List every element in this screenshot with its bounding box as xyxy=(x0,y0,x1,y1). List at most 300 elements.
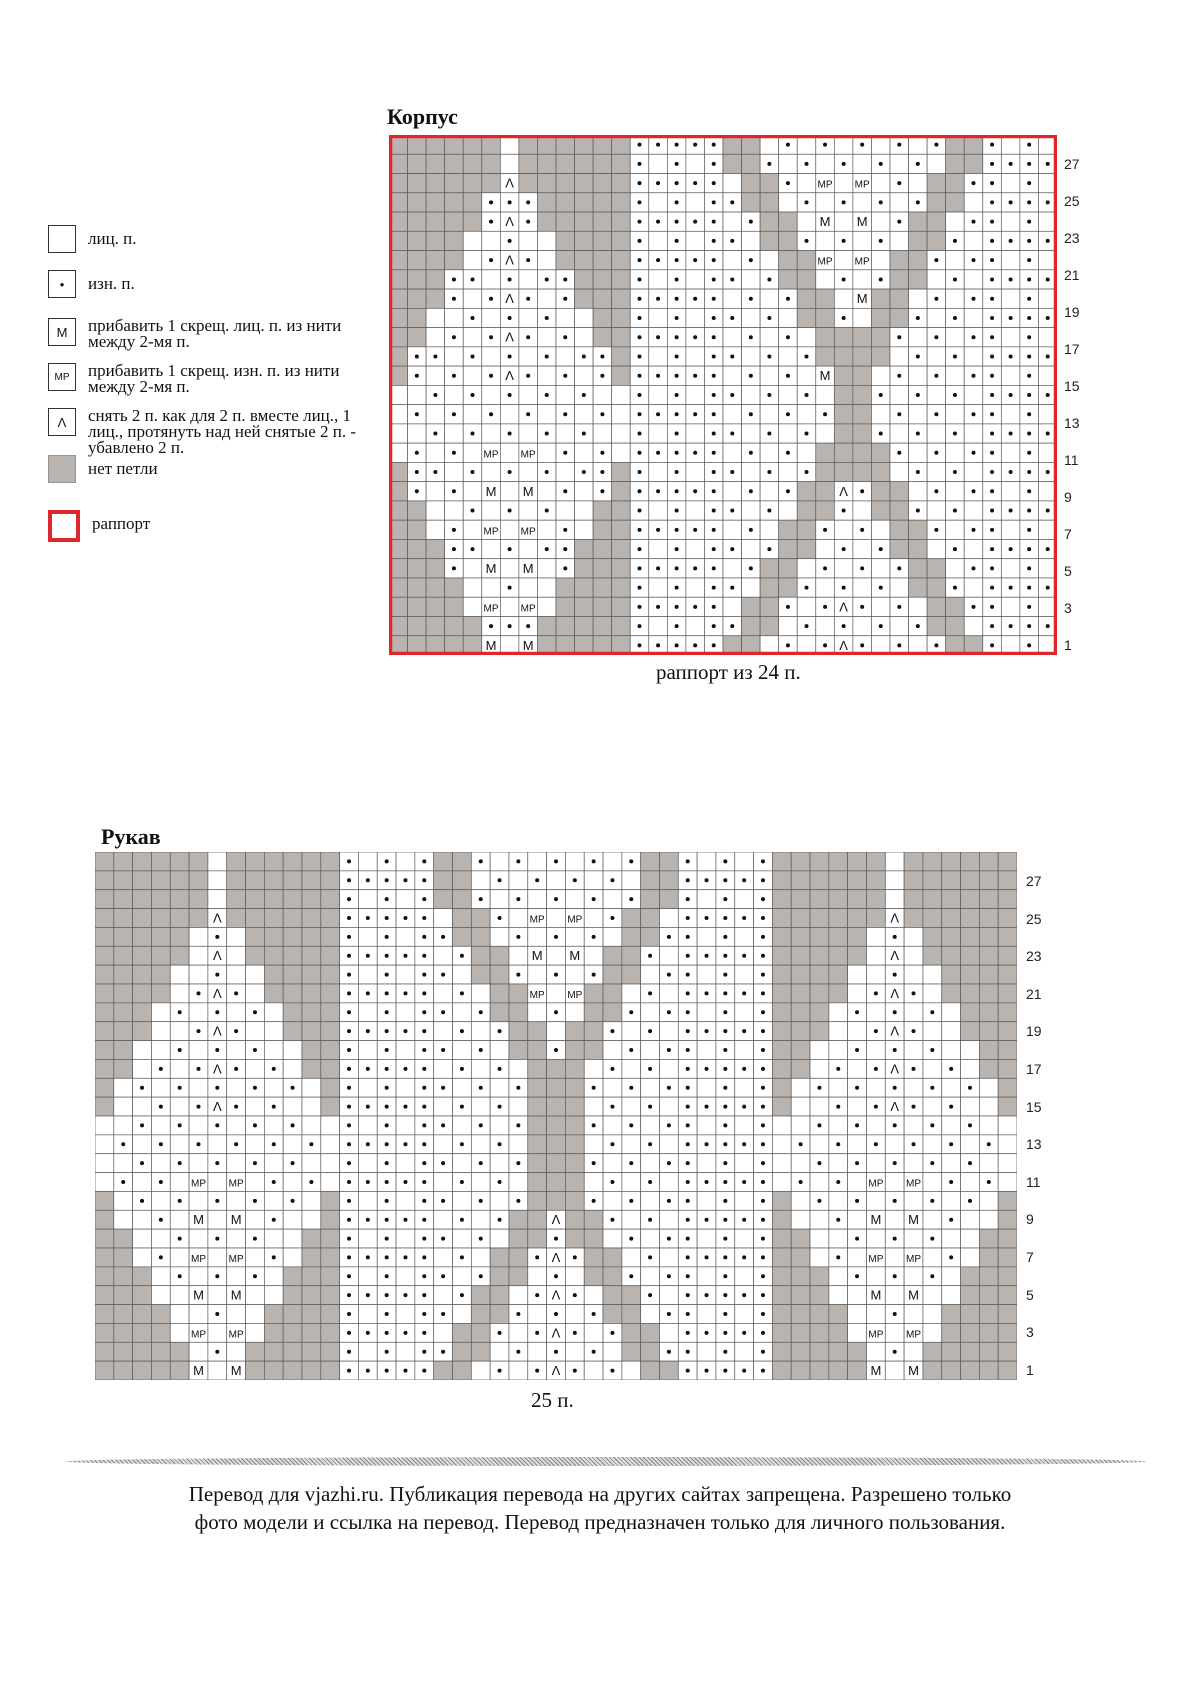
no-stitch-cell xyxy=(998,1003,1017,1022)
stitch-cell xyxy=(871,212,890,231)
stitch-cell xyxy=(264,1286,283,1305)
no-stitch-cell xyxy=(979,1342,998,1361)
no-stitch-cell xyxy=(829,1323,848,1342)
no-stitch-cell xyxy=(283,1022,302,1041)
no-stitch-cell xyxy=(810,871,829,890)
stitch-cell xyxy=(964,578,983,597)
stitch-cell xyxy=(853,193,872,212)
purl-dot xyxy=(592,897,596,901)
purl-dot xyxy=(761,991,765,995)
no-stitch-cell xyxy=(114,1323,133,1342)
no-stitch-cell xyxy=(909,520,928,539)
purl-dot xyxy=(705,878,709,882)
purl-dot xyxy=(987,1142,991,1146)
no-stitch-cell xyxy=(810,1003,829,1022)
purl-dot xyxy=(347,1255,351,1259)
purl-dot xyxy=(638,451,642,455)
stitch-cell xyxy=(961,1135,980,1154)
purl-dot xyxy=(452,277,456,281)
purl-dot xyxy=(1046,277,1050,281)
purl-dot xyxy=(675,509,679,513)
purl-dot xyxy=(712,528,716,532)
no-stitch-cell xyxy=(593,616,612,635)
purl-dot xyxy=(347,1029,351,1033)
stitch-cell xyxy=(848,1210,867,1229)
purl-dot xyxy=(366,878,370,882)
stitch-cell xyxy=(923,1059,942,1078)
purl-dot xyxy=(648,1255,652,1259)
purl-dot xyxy=(953,354,957,358)
purl-dot xyxy=(347,1086,351,1090)
stitch-cell xyxy=(760,482,779,501)
stitch-cell xyxy=(556,347,575,366)
no-stitch-cell xyxy=(114,946,133,965)
no-stitch-cell xyxy=(834,385,853,404)
purl-dot xyxy=(761,1161,765,1165)
stitch-cell xyxy=(133,1135,152,1154)
no-stitch-cell xyxy=(133,1267,152,1286)
stitch-cell xyxy=(556,308,575,327)
purl-dot xyxy=(675,162,679,166)
stitch-cell xyxy=(537,520,556,539)
stitch-cell xyxy=(133,1248,152,1267)
purl-dot xyxy=(638,239,642,243)
no-stitch-cell xyxy=(942,1342,961,1361)
stitch-cell xyxy=(434,1059,453,1078)
purl-dot xyxy=(563,489,567,493)
stitch-cell xyxy=(302,1210,321,1229)
purl-dot xyxy=(479,1086,483,1090)
purl-dot xyxy=(712,643,716,647)
stitch-cell xyxy=(742,347,761,366)
purl-dot xyxy=(140,1086,144,1090)
stitch-cell xyxy=(482,385,501,404)
no-stitch-cell xyxy=(95,890,114,909)
no-stitch-cell xyxy=(829,965,848,984)
knit-increase-symbol: M xyxy=(856,291,868,307)
purl-dot xyxy=(516,1086,520,1090)
purl-dot xyxy=(990,143,994,147)
purl-dot xyxy=(498,1180,502,1184)
stitch-cell xyxy=(927,347,946,366)
no-stitch-cell xyxy=(848,909,867,928)
purl-dot xyxy=(972,335,976,339)
purl-dot xyxy=(799,1180,803,1184)
purl-dot xyxy=(805,470,809,474)
stitch-cell xyxy=(649,347,668,366)
no-stitch-cell xyxy=(528,1059,547,1078)
no-stitch-cell xyxy=(961,871,980,890)
purl-dot xyxy=(140,1199,144,1203)
purl-dot xyxy=(1009,470,1013,474)
purl-dot xyxy=(366,1067,370,1071)
purl-dot xyxy=(1046,470,1050,474)
purl-dot xyxy=(761,1312,765,1316)
stitch-cell xyxy=(853,501,872,520)
knit-increase-symbol: M xyxy=(522,483,534,499)
purl-dot xyxy=(742,1218,746,1222)
purl-dot xyxy=(742,1255,746,1259)
stitch-cell xyxy=(697,1116,716,1135)
stitch-cell xyxy=(612,385,631,404)
purl-increase-symbol: MP xyxy=(868,1253,884,1265)
purl-dot xyxy=(309,1142,313,1146)
purl-increase-symbol: MP xyxy=(228,1178,244,1190)
purl-dot xyxy=(949,1218,953,1222)
stitch-cell xyxy=(114,1097,133,1116)
no-stitch-cell xyxy=(641,890,660,909)
no-stitch-cell xyxy=(593,212,612,231)
no-stitch-cell xyxy=(622,1342,641,1361)
purl-dot xyxy=(675,374,679,378)
stitch-cell xyxy=(697,1154,716,1173)
decrease-symbol: Λ xyxy=(505,291,514,307)
stitch-cell xyxy=(603,1229,622,1248)
purl-dot xyxy=(638,528,642,532)
stitch-cell xyxy=(463,289,482,308)
purl-dot xyxy=(855,1123,859,1127)
no-stitch-cell xyxy=(853,328,872,347)
purl-dot xyxy=(554,1312,558,1316)
stitch-cell xyxy=(829,1022,848,1041)
purl-dot xyxy=(723,1105,727,1109)
purl-dot xyxy=(629,1010,633,1014)
purl-dot xyxy=(705,991,709,995)
stitch-cell xyxy=(584,909,603,928)
purl-dot xyxy=(860,566,864,570)
stitch-cell xyxy=(829,1191,848,1210)
purl-dot xyxy=(730,624,734,628)
purl-dot xyxy=(761,1218,765,1222)
purl-dot xyxy=(675,586,679,590)
stitch-cell xyxy=(686,308,705,327)
purl-dot xyxy=(1027,509,1031,513)
no-stitch-cell xyxy=(170,890,189,909)
purl-dot xyxy=(1046,200,1050,204)
stitch-cell xyxy=(471,1248,490,1267)
stitch-cell xyxy=(942,1286,961,1305)
stitch-cell xyxy=(641,1267,660,1286)
stitch-cell xyxy=(964,231,983,250)
stitch-cell xyxy=(885,1173,904,1192)
purl-dot xyxy=(823,528,827,532)
no-stitch-cell xyxy=(791,1041,810,1060)
purl-dot xyxy=(347,1218,351,1222)
no-stitch-cell xyxy=(151,946,170,965)
no-stitch-cell xyxy=(848,946,867,965)
stitch-cell xyxy=(358,1041,377,1060)
stitch-cell xyxy=(885,1135,904,1154)
purl-dot xyxy=(990,277,994,281)
stitch-cell xyxy=(426,405,445,424)
purl-dot xyxy=(545,432,549,436)
stitch-cell xyxy=(584,1135,603,1154)
no-stitch-cell xyxy=(998,852,1017,871)
stitch-cell xyxy=(396,1041,415,1060)
stitch-cell xyxy=(904,1078,923,1097)
no-stitch-cell xyxy=(853,405,872,424)
stitch-cell xyxy=(816,424,835,443)
stitch-cell xyxy=(519,578,538,597)
purl-dot xyxy=(573,878,577,882)
legend-label: лиц. п. xyxy=(88,229,137,248)
stitch-cell xyxy=(797,405,816,424)
stitch-cell xyxy=(453,1116,472,1135)
purl-dot xyxy=(990,393,994,397)
purl-dot xyxy=(705,1255,709,1259)
no-stitch-cell xyxy=(321,890,340,909)
stitch-cell xyxy=(791,1191,810,1210)
no-stitch-cell xyxy=(942,1361,961,1380)
stitch-cell xyxy=(923,1022,942,1041)
stitch-cell xyxy=(170,965,189,984)
no-stitch-cell xyxy=(622,965,641,984)
purl-dot xyxy=(366,1142,370,1146)
purl-dot xyxy=(610,1142,614,1146)
legend-item xyxy=(48,318,363,350)
no-stitch-cell xyxy=(871,462,890,481)
stitch-cell xyxy=(909,405,928,424)
no-stitch-cell xyxy=(998,1210,1017,1229)
knit-increase-symbol: M xyxy=(908,1212,919,1228)
no-stitch-cell xyxy=(829,946,848,965)
stitch-cell xyxy=(946,405,965,424)
purl-dot xyxy=(712,239,716,243)
footer-line-1: Перевод для vjazhi.ru. Публикация перевода на других сайтах запрещена. Разрешено только xyxy=(188,1482,1012,1506)
stitch-cell xyxy=(979,1078,998,1097)
purl-dot xyxy=(253,1048,257,1052)
stitch-cell xyxy=(264,1022,283,1041)
purl-dot xyxy=(836,1142,840,1146)
stitch-cell xyxy=(208,1135,227,1154)
purl-dot xyxy=(693,451,697,455)
no-stitch-cell xyxy=(426,174,445,193)
no-stitch-cell xyxy=(151,1361,170,1380)
no-stitch-cell xyxy=(779,559,798,578)
stitch-cell xyxy=(810,1097,829,1116)
no-stitch-cell xyxy=(998,946,1017,965)
no-stitch-cell xyxy=(114,965,133,984)
no-stitch-cell xyxy=(829,1305,848,1324)
no-stitch-cell xyxy=(302,1305,321,1324)
no-stitch-cell xyxy=(998,1323,1017,1342)
no-stitch-cell xyxy=(575,539,594,558)
purl-dot xyxy=(460,1067,464,1071)
no-stitch-cell xyxy=(834,328,853,347)
purl-dot xyxy=(712,162,716,166)
no-stitch-cell xyxy=(227,871,246,890)
no-stitch-cell xyxy=(603,965,622,984)
legend-label: изн. п. xyxy=(88,274,135,293)
purl-dot xyxy=(686,1293,690,1297)
stitch-cell xyxy=(189,1305,208,1324)
stitch-cell xyxy=(871,174,890,193)
no-stitch-cell xyxy=(408,559,427,578)
no-stitch-cell xyxy=(641,1323,660,1342)
no-stitch-cell xyxy=(283,1342,302,1361)
purl-dot xyxy=(535,1255,539,1259)
stitch-cell xyxy=(565,1003,584,1022)
no-stitch-cell xyxy=(612,578,631,597)
no-stitch-cell xyxy=(528,1041,547,1060)
stitch-cell xyxy=(942,1229,961,1248)
no-stitch-cell xyxy=(463,154,482,173)
stitch-cell xyxy=(909,328,928,347)
stitch-cell xyxy=(641,1003,660,1022)
stitch-cell xyxy=(923,965,942,984)
no-stitch-cell xyxy=(482,174,501,193)
purl-dot xyxy=(693,489,697,493)
stitch-cell xyxy=(500,443,519,462)
purl-dot xyxy=(347,1123,351,1127)
no-stitch-cell xyxy=(95,927,114,946)
no-stitch-cell xyxy=(114,984,133,1003)
stitch-cell xyxy=(797,559,816,578)
purl-dot xyxy=(723,1369,727,1373)
stitch-cell xyxy=(358,1342,377,1361)
purl-dot xyxy=(347,1369,351,1373)
purl-dot xyxy=(767,316,771,320)
stitch-cell xyxy=(509,1323,528,1342)
decrease-symbol: Λ xyxy=(505,252,514,268)
purl-dot xyxy=(686,1199,690,1203)
purl-dot xyxy=(916,509,920,513)
purl-dot xyxy=(916,470,920,474)
no-stitch-cell xyxy=(612,559,631,578)
stitch-cell xyxy=(133,1041,152,1060)
purl-dot xyxy=(516,1161,520,1165)
no-stitch-cell xyxy=(772,1003,791,1022)
stitch-cell xyxy=(622,1173,641,1192)
purl-dot xyxy=(1027,432,1031,436)
stitch-cell xyxy=(810,1041,829,1060)
purl-dot xyxy=(723,1312,727,1316)
stitch-cell xyxy=(998,1154,1017,1173)
no-stitch-cell xyxy=(593,539,612,558)
purl-dot xyxy=(761,1180,765,1184)
purl-dot xyxy=(535,1293,539,1297)
purl-dot xyxy=(629,859,633,863)
stitch-cell xyxy=(463,597,482,616)
no-stitch-cell xyxy=(114,890,133,909)
purl-dot xyxy=(415,451,419,455)
no-stitch-cell xyxy=(946,597,965,616)
stitch-cell xyxy=(998,1135,1017,1154)
purl-dot xyxy=(817,1123,821,1127)
stitch-cell xyxy=(686,193,705,212)
purl-dot xyxy=(178,1199,182,1203)
no-stitch-cell xyxy=(641,852,660,871)
purl-dot xyxy=(347,1199,351,1203)
no-stitch-cell xyxy=(445,193,464,212)
purl-dot xyxy=(196,1067,200,1071)
no-stitch-cell xyxy=(998,1078,1017,1097)
purl-dot xyxy=(686,1331,690,1335)
no-stitch-cell xyxy=(189,909,208,928)
stitch-cell xyxy=(537,231,556,250)
stitch-cell xyxy=(923,984,942,1003)
no-stitch-cell xyxy=(853,424,872,443)
stitch-cell xyxy=(810,1248,829,1267)
no-stitch-cell xyxy=(426,212,445,231)
purl-dot xyxy=(272,1218,276,1222)
stitch-cell xyxy=(964,193,983,212)
purl-dot xyxy=(686,916,690,920)
row-number-label: 15 xyxy=(1026,1098,1042,1115)
purl-dot xyxy=(712,586,716,590)
stitch-cell xyxy=(848,965,867,984)
no-stitch-cell xyxy=(927,212,946,231)
no-stitch-cell xyxy=(772,909,791,928)
no-stitch-cell xyxy=(772,1059,791,1078)
no-stitch-cell xyxy=(283,1305,302,1324)
stitch-cell xyxy=(396,852,415,871)
row-number-label: 9 xyxy=(1064,489,1072,505)
purl-dot xyxy=(545,393,549,397)
no-stitch-cell xyxy=(584,1003,603,1022)
purl-dot xyxy=(516,1350,520,1354)
stitch-cell xyxy=(208,852,227,871)
purl-dot xyxy=(1027,297,1031,301)
stitch-cell xyxy=(426,366,445,385)
no-stitch-icon xyxy=(48,455,76,483)
stitch-cell xyxy=(490,1191,509,1210)
no-stitch-cell xyxy=(760,559,779,578)
purl-dot xyxy=(897,566,901,570)
no-stitch-cell xyxy=(565,1041,584,1060)
stitch-cell xyxy=(189,927,208,946)
stitch-cell xyxy=(964,424,983,443)
stitch-cell xyxy=(927,154,946,173)
no-stitch-cell xyxy=(189,890,208,909)
purl-dot xyxy=(990,297,994,301)
purl-dot xyxy=(990,220,994,224)
chart-title-body: Корпус xyxy=(387,104,458,129)
purl-dot xyxy=(742,1029,746,1033)
no-stitch-cell xyxy=(890,501,909,520)
no-stitch-cell xyxy=(866,871,885,890)
no-stitch-cell xyxy=(575,597,594,616)
purl-dot xyxy=(990,624,994,628)
purl-dot xyxy=(638,393,642,397)
stitch-cell xyxy=(686,385,705,404)
stitch-cell xyxy=(227,1078,246,1097)
no-stitch-cell xyxy=(114,1022,133,1041)
purl-dot xyxy=(675,489,679,493)
no-stitch-cell xyxy=(923,852,942,871)
no-stitch-cell xyxy=(927,597,946,616)
purl-dot xyxy=(686,1255,690,1259)
no-stitch-cell xyxy=(302,984,321,1003)
stitch-cell xyxy=(283,1135,302,1154)
stitch-cell xyxy=(649,578,668,597)
purl-dot xyxy=(949,1255,953,1259)
stitch-cell xyxy=(927,539,946,558)
purl-dot xyxy=(508,354,512,358)
purl-increase-symbol: MP xyxy=(520,449,536,461)
stitch-cell xyxy=(537,578,556,597)
purl-dot xyxy=(712,181,716,185)
purl-dot xyxy=(742,954,746,958)
purl-dot xyxy=(498,1067,502,1071)
stitch-cell xyxy=(659,1022,678,1041)
no-stitch-cell xyxy=(471,1323,490,1342)
purl-increase-symbol: MP xyxy=(567,989,583,1001)
no-stitch-cell xyxy=(565,1097,584,1116)
no-stitch-cell xyxy=(302,1229,321,1248)
decrease-symbol: Λ xyxy=(839,599,848,615)
stitch-cell xyxy=(537,405,556,424)
